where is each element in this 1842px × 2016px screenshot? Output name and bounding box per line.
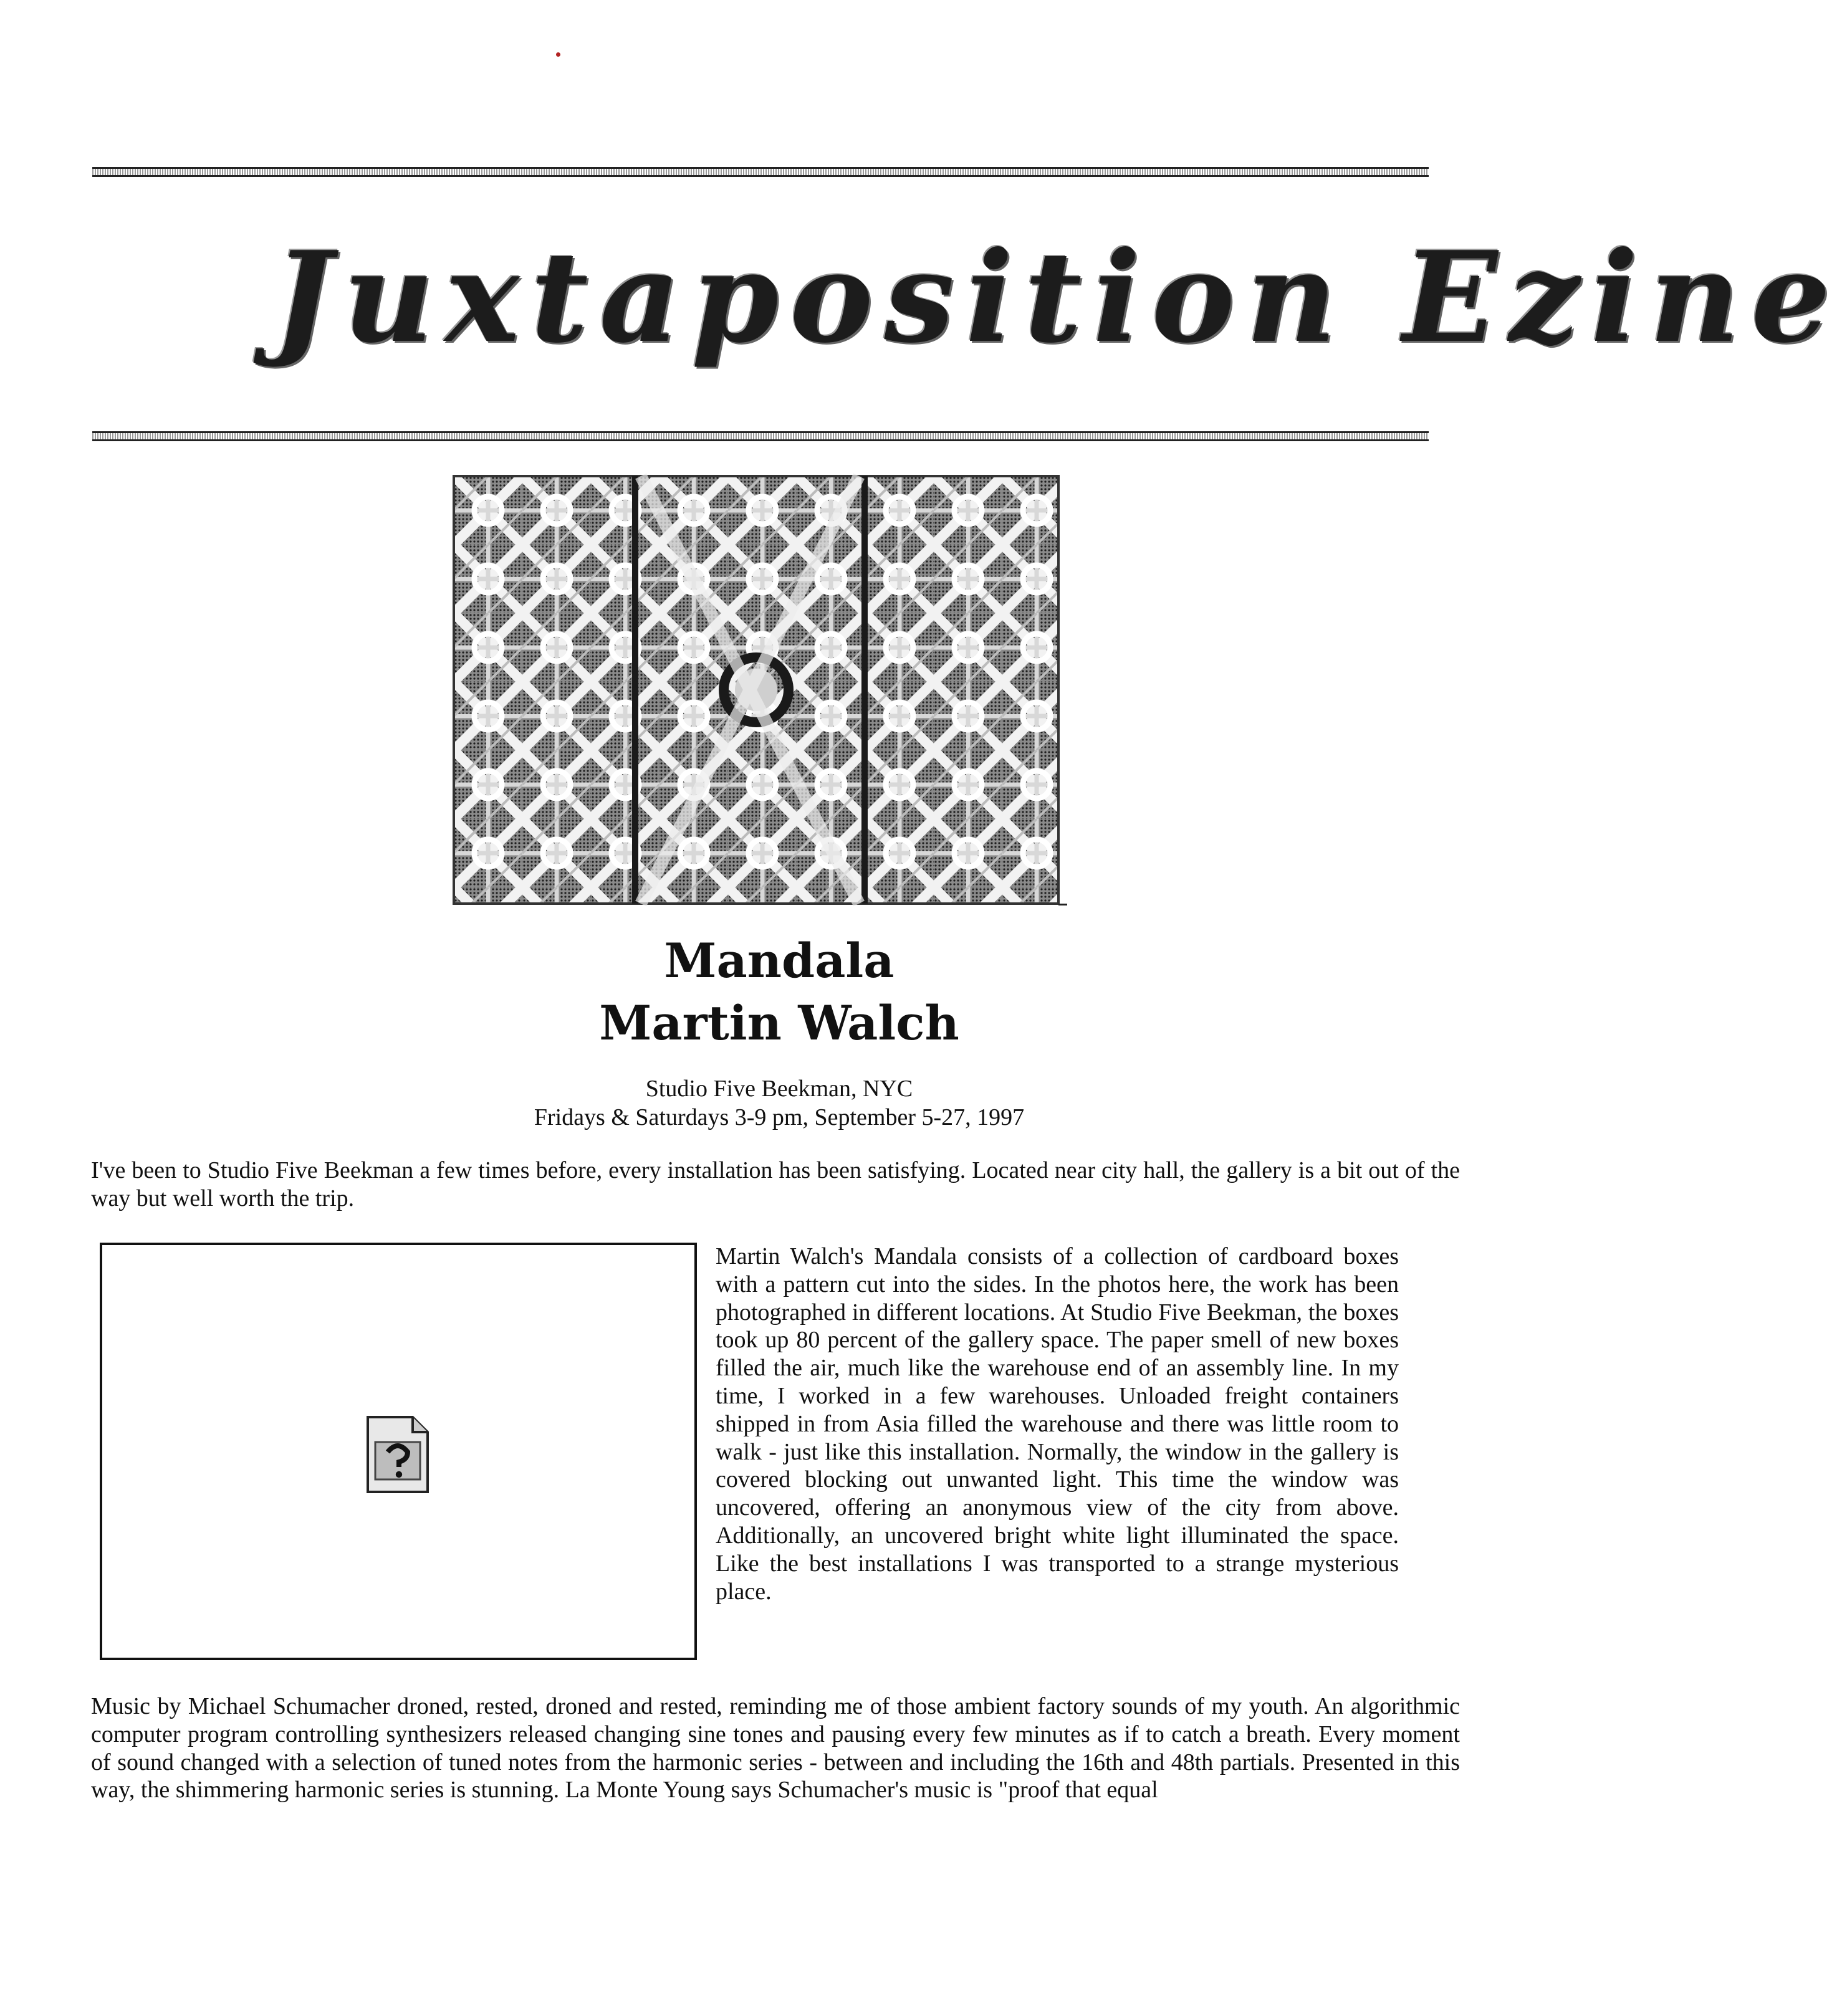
article-artist: Martin Walch bbox=[599, 995, 959, 1051]
scan-speck bbox=[556, 52, 560, 57]
mandala-pattern-photo bbox=[454, 476, 1058, 904]
intro-paragraph: I've been to Studio Five Beekman a few times before, every installation has been satisfying. Located near city hall, the gallery is a bit out of the way but well worth the trip. bbox=[91, 1157, 1460, 1211]
image-placeholder-frame bbox=[100, 1243, 697, 1660]
masthead-title: Juxtaposition Ezine bbox=[273, 224, 1842, 371]
hero-image bbox=[454, 476, 1058, 904]
body-paragraph-installation: Martin Walch's Mandala consists of a collection of cardboard boxes with a pattern cut into the sides. In the photos here, the work has been photographed in different locations. At Studio Five Beekman, the boxes took up 80 percent of the gallery space. The paper smell of new boxes filled the air, much like the warehouse end of an assembly line. In my time, I worked in a few warehouses. Unloaded freight containers shipped in from Asia filled the warehouse and there was little room to walk - just like this installation. Normally, the window in the gallery is covered blocking out unwanted light. This time the window was uncovered, offering an anonymous view of the city from above. Additionally, an uncovered bright white light illuminated the space. Like the best installations I was transported to a strange mysterious place. bbox=[716, 1243, 1399, 1605]
venue-dates: Fridays & Saturdays 3-9 pm, September 5-27, 1997 bbox=[534, 1104, 1025, 1130]
hero-edge-mark bbox=[1058, 904, 1067, 905]
article-title: Mandala bbox=[664, 933, 895, 988]
broken-image-icon bbox=[365, 1415, 430, 1494]
masthead-bottom-rule bbox=[92, 431, 1429, 441]
venue-location: Studio Five Beekman, NYC bbox=[645, 1076, 913, 1102]
masthead bbox=[92, 181, 1842, 424]
masthead-top-rule bbox=[92, 167, 1429, 177]
body-paragraph-music: Music by Michael Schumacher droned, rested, droned and rested, reminding me of those ambient factory sounds of my youth. An algorithmic computer program controlling synthesizers released changing sine tones and pausing every few minutes as if to catch a breath. Every moment of sound changed with a selection of tuned notes from the harmonic series - between and including the 16th and 48th partials. Presented in this way, the shimmering harmonic series is stunning. La Monte Young says Schumacher's music is "proof that equal bbox=[91, 1693, 1460, 1803]
